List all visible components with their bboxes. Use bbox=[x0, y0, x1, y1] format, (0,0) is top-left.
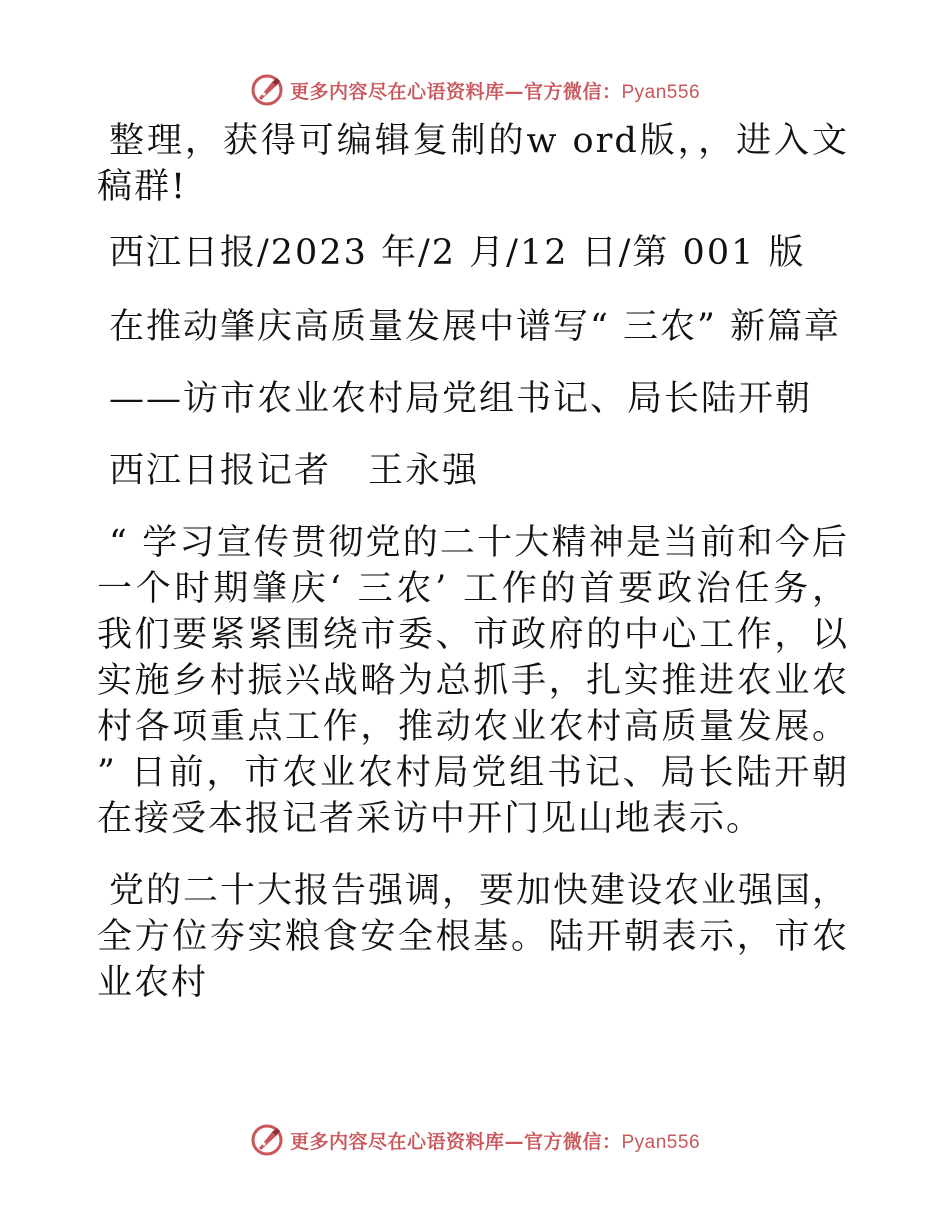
article-subtitle: ——访市农业农村局党组书记、局长陆开朝 bbox=[109, 379, 813, 419]
pen-nib-logo-icon bbox=[250, 1123, 284, 1157]
footer-wechat-id: Pyan556 bbox=[621, 1131, 701, 1153]
paragraph-1: “ 学习宣传贯彻党的二十大精神是当前和今后一个时期肇庆‘ 三农’ 工作的首要政治任务，我们要紧紧围绕市委、市政府的中心工作，以实施乡村振兴战略为总抓手，扎实推进农业农村各项重点工作，推动农业农村高质量发展。 ” 日前，市农业农村局党组书记、局长陆开朝在接受本报记者采访中开门见山地表示。 bbox=[97, 523, 849, 839]
footer-banner bbox=[0, 1120, 950, 1160]
header-wechat-id: Pyan556 bbox=[621, 81, 701, 103]
header-banner bbox=[0, 70, 950, 110]
byline: 西江日报记者 王永强 bbox=[109, 451, 480, 491]
article-title: 在推动肇庆高质量发展中谱写“ 三农” 新篇章 bbox=[109, 307, 842, 347]
document-body bbox=[97, 118, 849, 1006]
source-line: 西江日报/2023 年/2 月/12 日/第 001 版 bbox=[109, 233, 806, 273]
header-banner-text: 更多内容尽在心语资料库—官方微信：Pyan556 bbox=[289, 80, 701, 103]
footer-banner-text: 更多内容尽在心语资料库—官方微信：Pyan556 bbox=[289, 1130, 701, 1153]
intro-paragraph: 整理，获得可编辑复制的w ord版，，进入文稿群! bbox=[97, 121, 849, 207]
paragraph-2: 党的二十大报告强调，要加快建设农业强国，全方位夯实粮食安全根基。陆开朝表示，市农业农村 bbox=[97, 871, 850, 1003]
pen-nib-logo-icon bbox=[250, 73, 284, 107]
